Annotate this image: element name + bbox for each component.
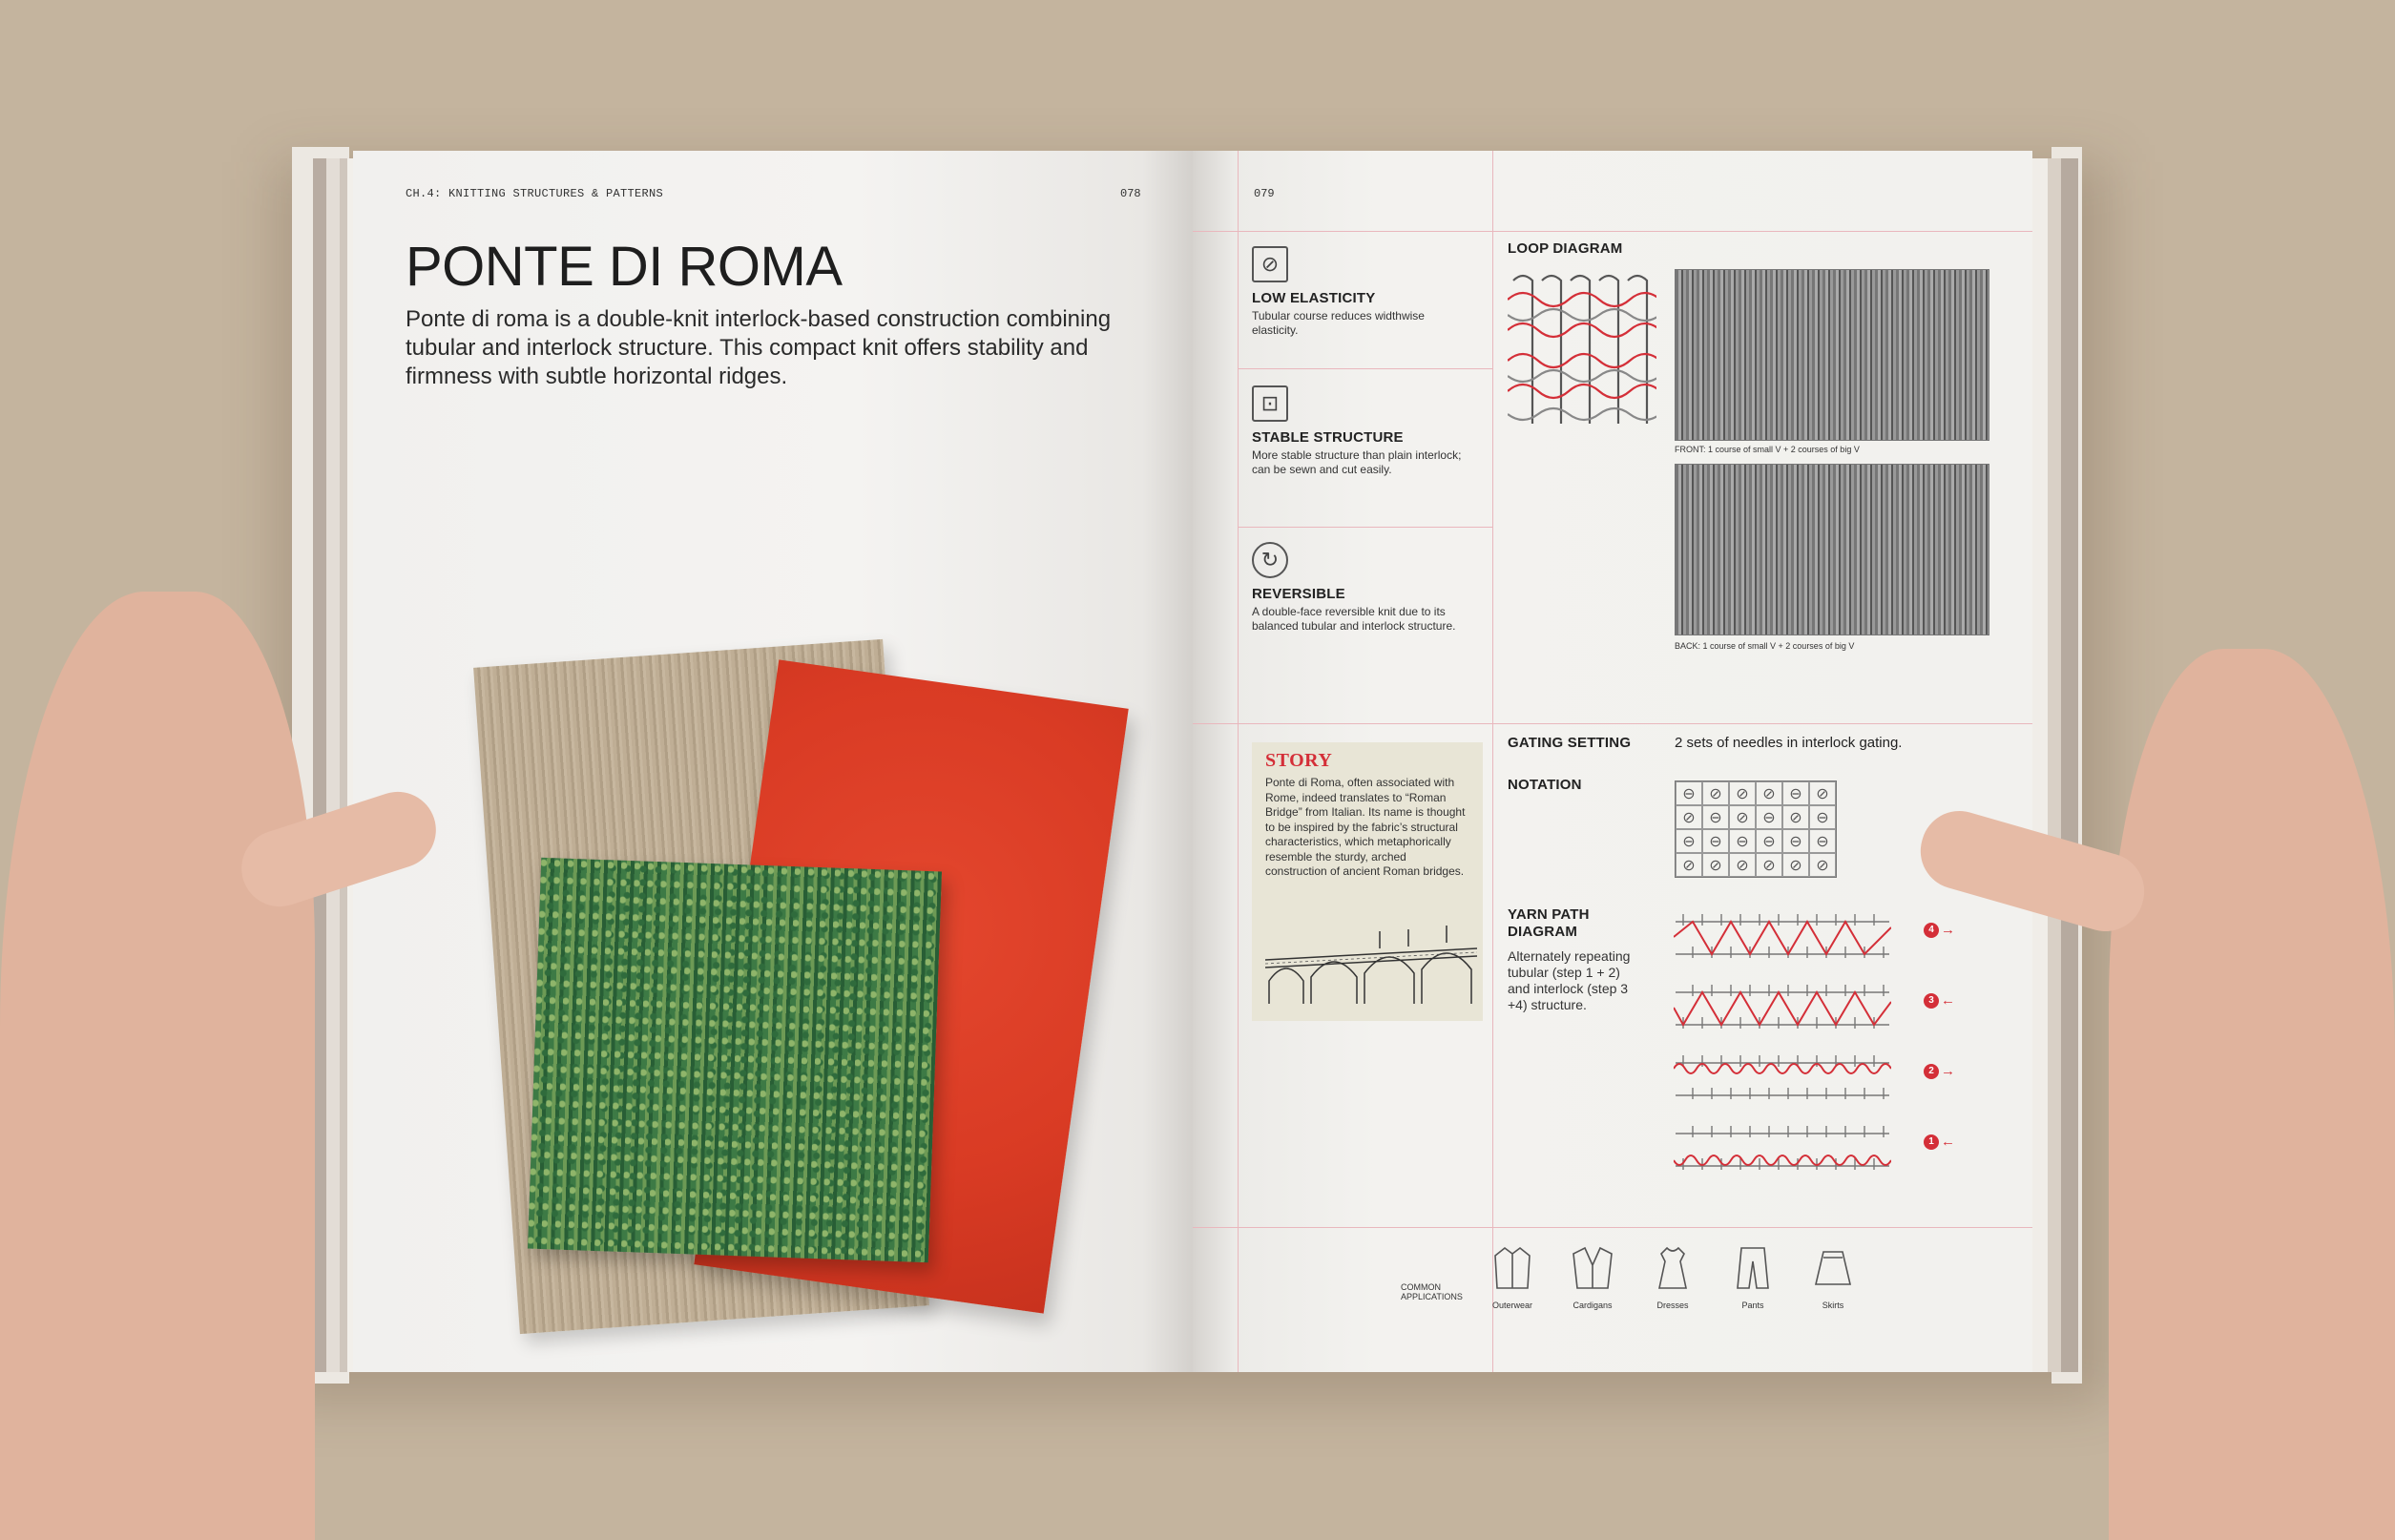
notation-cell: ⊖ bbox=[1676, 781, 1702, 805]
notation-cell: ⊘ bbox=[1782, 805, 1809, 829]
application-cardigans bbox=[1559, 1244, 1626, 1310]
pants-icon bbox=[1732, 1244, 1774, 1292]
page-stack-right bbox=[2029, 158, 2078, 1372]
application-label: Dresses bbox=[1656, 1301, 1689, 1310]
yarn-path-row-1 bbox=[1674, 1120, 1891, 1174]
application-pants bbox=[1719, 1244, 1786, 1310]
application-outerwear bbox=[1479, 1244, 1546, 1310]
property-title: LOW ELASTICITY bbox=[1252, 290, 1376, 306]
notation-cell: ⊘ bbox=[1809, 853, 1836, 877]
notation-cell: ⊖ bbox=[1676, 829, 1702, 853]
loop-diagram-label: LOOP DIAGRAM bbox=[1508, 240, 1623, 257]
stable-structure-icon: ⊡ bbox=[1252, 385, 1288, 422]
fabric-swatches-photo bbox=[458, 475, 1164, 1238]
notation-cell: ⊘ bbox=[1782, 853, 1809, 877]
left-hand bbox=[0, 592, 315, 1540]
notation-cell: ⊘ bbox=[1756, 781, 1782, 805]
dress-icon bbox=[1652, 1244, 1694, 1292]
notation-cell: ⊖ bbox=[1756, 805, 1782, 829]
notation-cell: ⊖ bbox=[1702, 805, 1729, 829]
step-marker-1 bbox=[1924, 1134, 1955, 1150]
grid-line bbox=[1238, 527, 1492, 528]
property-desc: Tubular course reduces widthwise elasticity. bbox=[1252, 309, 1425, 337]
notation-cell: ⊖ bbox=[1729, 829, 1756, 853]
notation-cell: ⊘ bbox=[1756, 853, 1782, 877]
gating-setting-label: GATING SETTING bbox=[1508, 735, 1632, 751]
notation-cell: ⊘ bbox=[1676, 805, 1702, 829]
property-reversible bbox=[1252, 542, 1471, 634]
property-low-elasticity bbox=[1252, 246, 1471, 338]
notation-cell: ⊖ bbox=[1782, 781, 1809, 805]
arrow-left-icon: ← bbox=[1941, 1134, 1955, 1150]
step-number: 2 bbox=[1924, 1064, 1939, 1079]
page-title: PONTE DI ROMA bbox=[406, 236, 843, 298]
arrow-right-icon: → bbox=[1941, 1063, 1955, 1079]
notation-label: NOTATION bbox=[1508, 777, 1582, 793]
property-stable-structure bbox=[1252, 385, 1471, 477]
grid-line bbox=[1238, 368, 1492, 369]
skirt-icon bbox=[1812, 1244, 1854, 1292]
yarn-path-label: YARN PATH DIAGRAM bbox=[1508, 906, 1590, 940]
left-page bbox=[353, 151, 1193, 1372]
application-skirts bbox=[1800, 1244, 1866, 1310]
cardigan-icon bbox=[1572, 1244, 1614, 1292]
property-desc: More stable structure than plain interlock; can be sewn and cut easily. bbox=[1252, 448, 1462, 476]
running-head: CH.4: KNITTING STRUCTURES & PATTERNS bbox=[406, 187, 664, 200]
intro-paragraph: Ponte di roma is a double-knit interlock-based construction combining tubular and interlock structure. This compact knit offers stability and firmness with subtle horizontal ridges. bbox=[406, 306, 1112, 389]
right-page bbox=[1193, 151, 2032, 1372]
application-dresses bbox=[1639, 1244, 1706, 1310]
property-desc: A double-face reversible knit due to its balanced tubular and interlock structure. bbox=[1252, 605, 1456, 633]
notation-cell: ⊘ bbox=[1702, 781, 1729, 805]
page-number-right: 079 bbox=[1254, 187, 1275, 200]
page-stack-left bbox=[313, 158, 357, 1372]
notation-cell: ⊘ bbox=[1809, 781, 1836, 805]
arrow-left-icon: ← bbox=[1941, 992, 1955, 1009]
notation-cell: ⊖ bbox=[1809, 805, 1836, 829]
green-knit-swatch bbox=[528, 858, 942, 1262]
notation-grid bbox=[1675, 780, 1837, 878]
story-box bbox=[1252, 742, 1483, 1021]
notation-cell: ⊘ bbox=[1702, 853, 1729, 877]
yarn-path-row-4 bbox=[1674, 908, 1891, 962]
application-label: Pants bbox=[1741, 1301, 1764, 1310]
step-marker-4 bbox=[1924, 922, 1955, 938]
yarn-path-row-2 bbox=[1674, 1050, 1891, 1103]
story-text: Ponte di Roma, often associated with Rome, indeed translates to “Roman Bridge” from Italian. Its name is thought to be inspired by the fabric’s structural characteristics, which metaphorically resemble the sturdy, arched construction of ancient Roman bridges. bbox=[1265, 776, 1466, 878]
notation-cell: ⊘ bbox=[1729, 853, 1756, 877]
step-number: 3 bbox=[1924, 993, 1939, 1009]
notation-cell: ⊖ bbox=[1702, 829, 1729, 853]
application-label: Cardigans bbox=[1572, 1301, 1613, 1310]
fabric-front-photo bbox=[1675, 269, 1989, 441]
property-title: STABLE STRUCTURE bbox=[1252, 429, 1404, 446]
notation-cell: ⊘ bbox=[1676, 853, 1702, 877]
front-caption: FRONT: 1 course of small V + 2 courses of big V bbox=[1675, 445, 1860, 454]
reversible-icon: ↻ bbox=[1252, 542, 1288, 578]
notation-cell: ⊖ bbox=[1756, 829, 1782, 853]
notation-cell: ⊖ bbox=[1782, 829, 1809, 853]
story-title: STORY bbox=[1265, 750, 1333, 771]
grid-line bbox=[1193, 231, 2032, 232]
step-number: 1 bbox=[1924, 1134, 1939, 1150]
grid-line bbox=[1193, 723, 2032, 724]
grid-line bbox=[1492, 151, 1493, 1372]
page-number-left: 078 bbox=[1120, 187, 1141, 200]
step-marker-2 bbox=[1924, 1063, 1955, 1079]
common-applications-label: COMMON APPLICATIONS bbox=[1401, 1282, 1463, 1301]
notation-cell: ⊘ bbox=[1729, 805, 1756, 829]
step-marker-3 bbox=[1924, 992, 1955, 1009]
yarn-path-desc: Alternately repeating tubular (step 1 + 2) and interlock (step 3 +4) structure. bbox=[1508, 948, 1631, 1012]
back-caption: BACK: 1 course of small V + 2 courses of big V bbox=[1675, 641, 1855, 651]
grid-line bbox=[1238, 151, 1239, 1372]
roman-bridge-illustration bbox=[1265, 922, 1477, 1004]
gating-setting-value: 2 sets of needles in interlock gating. bbox=[1675, 735, 1903, 751]
fabric-back-photo bbox=[1675, 464, 1989, 635]
step-number: 4 bbox=[1924, 923, 1939, 938]
yarn-path-row-3 bbox=[1674, 979, 1891, 1032]
property-title: REVERSIBLE bbox=[1252, 586, 1345, 602]
outerwear-icon bbox=[1491, 1244, 1533, 1292]
arrow-right-icon: → bbox=[1941, 922, 1955, 938]
notation-cell: ⊘ bbox=[1729, 781, 1756, 805]
application-label: Outerwear bbox=[1491, 1301, 1533, 1310]
notation-cell: ⊖ bbox=[1809, 829, 1836, 853]
right-hand bbox=[2109, 649, 2395, 1540]
loop-diagram-illustration bbox=[1508, 271, 1656, 429]
application-label: Skirts bbox=[1822, 1301, 1844, 1310]
grid-line bbox=[1193, 1227, 2032, 1228]
no-stretch-icon: ⊘ bbox=[1252, 246, 1288, 282]
